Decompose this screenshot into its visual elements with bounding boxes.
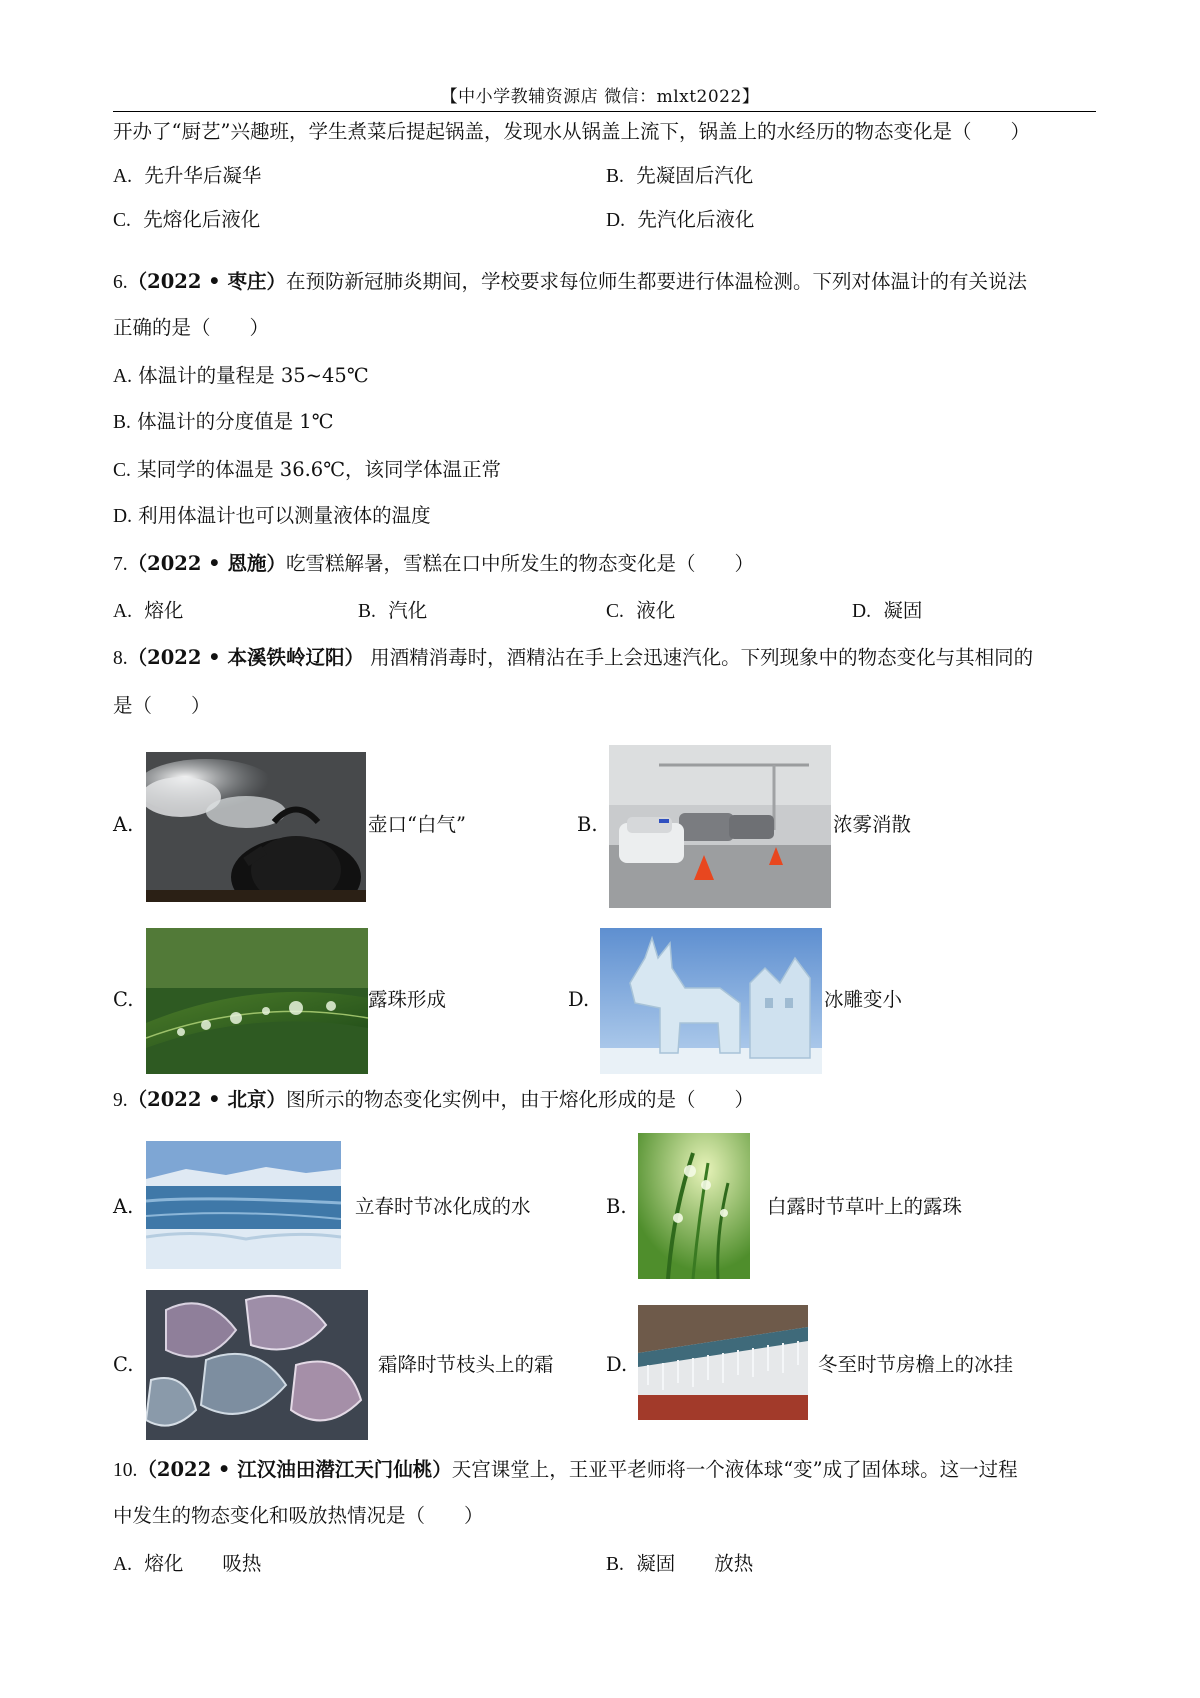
q8-option-c-label: C. bbox=[113, 988, 134, 1011]
q9-option-d-text: 冬至时节房檐上的冰挂 bbox=[818, 1353, 1014, 1376]
q9-option-b-label: B. bbox=[606, 1195, 627, 1218]
q9-option-c-text: 霜降时节枝头上的霜 bbox=[378, 1353, 554, 1376]
q9-stem bbox=[113, 1090, 754, 1111]
option-text: 体温计的量程是 35~45℃ bbox=[138, 364, 369, 387]
q9-option-c-label: C. bbox=[113, 1353, 134, 1376]
option-label: D. bbox=[852, 601, 871, 622]
icicles-eaves-image[interactable] bbox=[638, 1305, 808, 1420]
option-text: 某同学的体温是 36.6℃，该同学体温正常 bbox=[137, 458, 502, 481]
question-text: 用酒精消毒时，酒精沾在手上会迅速汽化。下列现象中的物态变化与其相同的 bbox=[363, 646, 1034, 669]
option-label: B. bbox=[606, 166, 624, 187]
q6-option-a[interactable] bbox=[113, 366, 369, 387]
question-text: 在预防新冠肺炎期间，学校要求每位师生都要进行体温检测。下列对体温计的有关说法 bbox=[285, 270, 1027, 293]
option-text: 汽化 bbox=[388, 599, 428, 622]
option-label: C. bbox=[113, 460, 131, 481]
option-text: 凝固 放热 bbox=[636, 1552, 754, 1575]
option-text: 熔化 吸热 bbox=[144, 1552, 262, 1575]
q8-option-d-text: 冰雕变小 bbox=[824, 988, 903, 1011]
q6-option-d[interactable] bbox=[113, 506, 431, 527]
q8-option-b-label: B. bbox=[577, 813, 598, 836]
question-number: 10. bbox=[113, 1460, 138, 1481]
option-label: C. bbox=[606, 601, 624, 622]
q8-option-a-label: A. bbox=[113, 813, 134, 836]
option-text: 利用体温计也可以测量液体的温度 bbox=[138, 504, 431, 527]
dew-on-grass-image[interactable] bbox=[638, 1133, 750, 1279]
q5-option-a[interactable] bbox=[113, 166, 261, 187]
option-label: D. bbox=[113, 506, 132, 527]
q6-option-c[interactable] bbox=[113, 460, 501, 481]
option-label: C. bbox=[113, 210, 131, 231]
q8-stem-line1 bbox=[113, 648, 1033, 669]
question-text: 吃雪糕解暑，雪糕在口中所发生的物态变化是（ ） bbox=[285, 552, 754, 575]
q8-option-c-text: 露珠形成 bbox=[368, 988, 447, 1011]
option-text: 液化 bbox=[636, 599, 676, 622]
frosted-leaves-image[interactable] bbox=[146, 1290, 368, 1440]
option-text: 先熔化后液化 bbox=[143, 208, 261, 231]
q5-option-c[interactable] bbox=[113, 210, 260, 231]
dew-on-leaf-image[interactable] bbox=[146, 928, 368, 1074]
option-label: A. bbox=[113, 166, 132, 187]
page-header: 【中小学教辅资源店 微信：mlxt2022】 bbox=[440, 87, 760, 107]
q10-option-b[interactable] bbox=[606, 1554, 753, 1575]
q8-option-a-text: 壶口“白气” bbox=[368, 813, 466, 836]
q10-stem-line1 bbox=[113, 1460, 1018, 1481]
question-source: （2022 • 江汉油田潜江天门仙桃） bbox=[137, 1458, 452, 1481]
option-text: 熔化 bbox=[144, 599, 184, 622]
q7-stem bbox=[113, 554, 754, 575]
q5-option-b[interactable] bbox=[606, 166, 753, 187]
option-text: 凝固 bbox=[883, 599, 923, 622]
ice-sculpture-image[interactable] bbox=[600, 928, 822, 1074]
q7-option-d[interactable] bbox=[852, 601, 922, 622]
option-label: A. bbox=[113, 366, 132, 387]
option-text: 先凝固后汽化 bbox=[636, 164, 754, 187]
option-label: B. bbox=[606, 1554, 624, 1575]
option-text: 先升华后凝华 bbox=[144, 164, 262, 187]
q6-option-b[interactable] bbox=[113, 412, 334, 433]
question-number: 9. bbox=[113, 1090, 128, 1111]
option-label: D. bbox=[606, 210, 625, 231]
q9-option-a-label: A. bbox=[113, 1195, 134, 1218]
question-source: （2022 • 北京） bbox=[127, 1088, 286, 1111]
question-text: 图所示的物态变化实例中，由于熔化形成的是（ ） bbox=[285, 1088, 754, 1111]
q5-stem: 开办了“厨艺”兴趣班，学生煮菜后提起锅盖，发现水从锅盖上流下，锅盖上的水经历的物态变化是（ ） bbox=[113, 120, 1030, 143]
kettle-steam-image[interactable] bbox=[146, 752, 366, 902]
q9-option-a-text: 立春时节冰化成的水 bbox=[355, 1195, 531, 1218]
header-rule bbox=[113, 111, 1096, 112]
question-number: 6. bbox=[113, 272, 128, 293]
question-number: 8. bbox=[113, 648, 128, 669]
option-label: A. bbox=[113, 601, 132, 622]
q10-stem-line2: 中发生的物态变化和吸放热情况是（ ） bbox=[113, 1504, 484, 1527]
foggy-road-image[interactable] bbox=[609, 745, 831, 908]
q10-option-a[interactable] bbox=[113, 1554, 261, 1575]
q8-stem-line2: 是（ ） bbox=[113, 694, 211, 717]
option-text: 体温计的分度值是 1℃ bbox=[137, 410, 334, 433]
option-label: B. bbox=[113, 412, 131, 433]
q7-option-b[interactable] bbox=[358, 601, 427, 622]
q7-option-a[interactable] bbox=[113, 601, 183, 622]
q9-option-d-label: D. bbox=[606, 1353, 628, 1376]
q8-option-b-text: 浓雾消散 bbox=[833, 813, 912, 836]
melting-ice-image[interactable] bbox=[146, 1141, 341, 1269]
q7-option-c[interactable] bbox=[606, 601, 675, 622]
option-text: 先汽化后液化 bbox=[637, 208, 755, 231]
q8-option-d-label: D. bbox=[568, 988, 590, 1011]
q5-option-d[interactable] bbox=[606, 210, 754, 231]
option-label: B. bbox=[358, 601, 376, 622]
question-source: （2022 • 恩施） bbox=[127, 552, 286, 575]
question-source: （2022 • 本溪铁岭辽阳） bbox=[127, 646, 364, 669]
question-number: 7. bbox=[113, 554, 128, 575]
question-text: 天宫课堂上，王亚平老师将一个液体球“变”成了固体球。这一过程 bbox=[451, 1458, 1018, 1481]
q9-option-b-text: 白露时节草叶上的露珠 bbox=[767, 1195, 963, 1218]
q6-stem-line1 bbox=[113, 272, 1027, 293]
q6-stem-line2: 正确的是（ ） bbox=[113, 316, 270, 339]
question-source: （2022 • 枣庄） bbox=[127, 270, 286, 293]
option-label: A. bbox=[113, 1554, 132, 1575]
